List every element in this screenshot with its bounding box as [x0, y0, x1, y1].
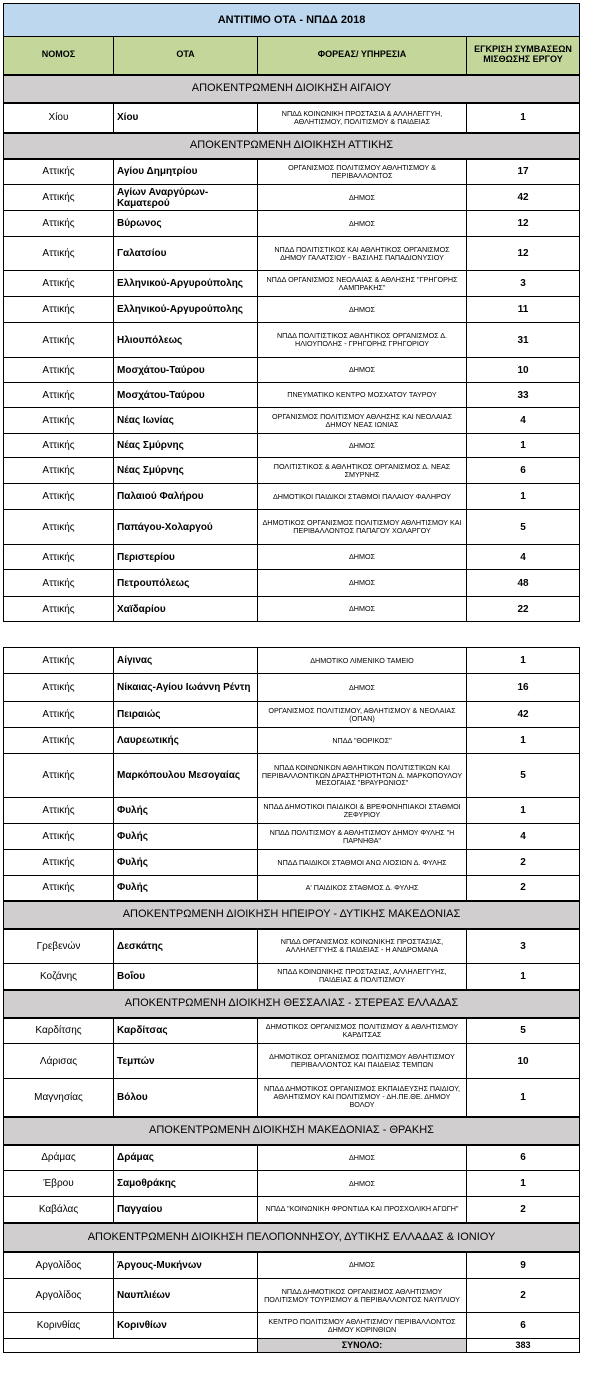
table-row — [4, 824, 580, 850]
region-title: ΑΠΟΚΕΝΤΡΩΜΕΝΗ ΔΙΟΙΚΗΣΗ ΗΠΕΙΡΟΥ - ΔΥΤΙΚΗΣ ΜΑΚΕΔΟΝΙΑΣ — [4, 901, 580, 929]
cell-foreas: ΔΗΜΟΣ — [258, 545, 467, 570]
table-row — [4, 458, 580, 484]
table-row — [4, 1145, 580, 1171]
cell-nomos: Αττικής — [4, 185, 114, 211]
cell-nomos: Λάρισας — [4, 1044, 114, 1079]
cell-ota: Ηλιουπόλεως — [114, 323, 258, 358]
table-row — [4, 728, 580, 754]
region-row — [4, 901, 580, 929]
cell-foreas: ΚΕΝΤΡΟ ΠΟΛΙΤΙΣΜΟΥ ΑΘΛΗΤΙΣΜΟΥ ΠΕΡΙΒΑΛΛΟΝΤΟΣ ΔΗΜΟΥ ΚΟΡΙΝΘΙΩΝ — [258, 1313, 467, 1339]
cell-count: 5 — [467, 754, 580, 798]
table-row — [4, 408, 580, 434]
cell-count: 16 — [467, 674, 580, 702]
cell-ota: Κορινθίων — [114, 1313, 258, 1339]
cell-ota: Περιστερίου — [114, 545, 258, 570]
cell-nomos: Αττικής — [4, 211, 114, 237]
cell-nomos: Αττικής — [4, 383, 114, 408]
region-row — [4, 990, 580, 1018]
cell-nomos: Καβάλας — [4, 1197, 114, 1223]
cell-nomos: Αττικής — [4, 728, 114, 754]
cell-foreas: ΔΗΜΟΤΙΚΟΙ ΠΑΙΔΙΚΟΙ ΣΤΑΘΜΟΙ ΠΑΛΑΙΟΥ ΦΑΛΗΡΟΥ — [258, 484, 467, 510]
cell-foreas: ΔΗΜΟΤΙΚΟΣ ΟΡΓΑΝΙΣΜΟΣ ΠΟΛΙΤΙΣΜΟΥ ΑΘΛΗΤΙΣΜΟΥ ΚΑΙ ΠΕΡΙΒΑΛΛΟΝΤΟΣ ΠΑΠΑΓΟΥ ΧΟΛΑΡΓΟΥ — [258, 510, 467, 545]
cell-foreas: ΟΡΓΑΝΙΣΜΟΣ ΠΟΛΙΤΙΣΜΟΥ ΑΘΛΗΣΗΣ ΚΑΙ ΝΕΟΛΑΙΑΣ ΔΗΜΟΥ ΝΕΑΣ ΙΩΝΙΑΣ — [258, 408, 467, 434]
table-row — [4, 964, 580, 990]
cell-ota: Σαμοθράκης — [114, 1171, 258, 1197]
cell-ota: Ελληνικού-Αργυρούπολης — [114, 271, 258, 297]
cell-count: 1 — [467, 1171, 580, 1197]
cell-foreas: Α' ΠΑΙΔΙΚΟΣ ΣΤΑΘΜΟΣ Δ. ΦΥΛΗΣ — [258, 876, 467, 901]
cell-ota: Βύρωνος — [114, 211, 258, 237]
total-value: 383 — [467, 1339, 580, 1353]
cell-ota: Γαλατσίου — [114, 237, 258, 271]
cell-ota: Φυλής — [114, 798, 258, 824]
cell-count: 6 — [467, 1145, 580, 1171]
total-row — [4, 1339, 580, 1353]
cell-nomos: Αργολίδος — [4, 1279, 114, 1313]
cell-ota: Μοσχάτου-Ταύρου — [114, 383, 258, 408]
cell-nomos: Αττικής — [4, 798, 114, 824]
cell-foreas: ΝΠΔΔ ΔΗΜΟΤΙΚΟΣ ΟΡΓΑΝΙΣΜΟΣ ΕΚΠΑΙΔΕΥΣΗΣ ΠΑΙΔΙΟΥ, ΑΘΛΗΤΙΣΜΟΥ ΚΑΙ ΠΟΛΙΤΙΣΜΟΥ - ΔΗ.ΠΕ.ΘΕ. ΔΗΜΟΥ ΒΟΛΟΥ — [258, 1079, 467, 1117]
cell-foreas: ΔΗΜΟΣ — [258, 570, 467, 597]
table-row — [4, 1044, 580, 1079]
cell-nomos: Χίου — [4, 103, 114, 133]
cell-foreas: ΝΠΔΔ ΔΗΜΟΤΙΚΟΙ ΠΑΙΔΙΚΟΙ & ΒΡΕΦΟΝΗΠΙΑΚΟΙ ΣΤΑΘΜΟΙ ΖΕΦΥΡΙΟΥ — [258, 798, 467, 824]
cell-count: 2 — [467, 850, 580, 876]
cell-nomos: Αττικής — [4, 484, 114, 510]
table-row — [4, 1197, 580, 1223]
table-row — [4, 1079, 580, 1117]
table-row — [4, 1252, 580, 1279]
cell-foreas: ΝΠΔΔ "ΘΟΡΙΚΟΣ" — [258, 728, 467, 754]
table-row — [4, 570, 580, 597]
cell-foreas: ΝΠΔΔ ΚΟΙΝΩΝΙΚΩΝ ΑΘΛΗΤΙΚΩΝ ΠΟΛΙΤΙΣΤΙΚΩΝ ΚΑΙ ΠΕΡΙΒΑΛΛΟΝΤΙΚΩΝ ΔΡΑΣΤΗΡΙΟΤΗΤΩΝ Δ. ΜΑΡΚΟΠΟΥΛΟΥ ΜΕΣΟΓΑΙΑΣ "ΒΡΑΥΡΩΝΙΟΣ" — [258, 754, 467, 798]
cell-ota: Πειραιώς — [114, 702, 258, 728]
table-row — [4, 237, 580, 271]
cell-count: 2 — [467, 1279, 580, 1313]
cell-foreas: ΝΠΔΔ ΠΟΛΙΤΙΣΤΙΚΟΣ ΑΘΛΗΤΙΚΟΣ ΟΡΓΑΝΙΣΜΟΣ Δ. ΗΛΙΟΥΠΟΛΗΣ - ΓΡΗΓΟΡΗΣ ΓΡΗΓΟΡΙΟΥ — [258, 323, 467, 358]
cell-count: 1 — [467, 728, 580, 754]
cell-nomos: Αττικής — [4, 754, 114, 798]
cell-foreas: ΔΗΜΟΤΙΚΟΣ ΟΡΓΑΝΙΣΜΟΣ ΠΟΛΙΤΙΣΜΟΥ & ΑΘΛΗΤΙΣΜΟΥ ΚΑΡΔΙΤΣΑΣ — [258, 1018, 467, 1044]
header-nomos: ΝΟΜΟΣ — [4, 37, 114, 75]
cell-nomos: Αττικής — [4, 570, 114, 597]
cell-ota: Νέας Σμύρνης — [114, 434, 258, 458]
table-part-1 — [3, 3, 580, 622]
region-row — [4, 1223, 580, 1252]
table-row — [4, 876, 580, 901]
cell-nomos: Γρεβενών — [4, 929, 114, 964]
cell-nomos: Αττικής — [4, 358, 114, 383]
cell-ota: Τεμπών — [114, 1044, 258, 1079]
table-row — [4, 103, 580, 133]
table-row — [4, 211, 580, 237]
cell-count: 3 — [467, 271, 580, 297]
cell-ota: Ναυπλιέων — [114, 1279, 258, 1313]
cell-ota: Νέας Ιωνίας — [114, 408, 258, 434]
cell-foreas: ΔΗΜΟΣ — [258, 1252, 467, 1279]
table-row — [4, 1313, 580, 1339]
cell-count: 1 — [467, 798, 580, 824]
cell-foreas: ΔΗΜΟΣ — [258, 185, 467, 211]
cell-foreas: ΝΠΔΔ ΟΡΓΑΝΙΣΜΟΣ ΚΟΙΝΩΝΙΚΗΣ ΠΡΟΣΤΑΣΙΑΣ, ΑΛΛΗΛΕΓΓΥΗΣ & ΠΑΙΔΕΙΑΣ - Η ΑΝΔΡΟΜΑΝΑ — [258, 929, 467, 964]
table-row — [4, 484, 580, 510]
table-row — [4, 271, 580, 297]
region-title: ΑΠΟΚΕΝΤΡΩΜΕΝΗ ΔΙΟΙΚΗΣΗ ΘΕΣΣΑΛΙΑΣ - ΣΤΕΡΕΑΣ ΕΛΛΑΔΑΣ — [4, 990, 580, 1018]
page-title: ΑΝΤΙΤΙΜΟ ΟΤΑ - ΝΠΔΔ 2018 — [4, 4, 580, 37]
cell-count: 5 — [467, 510, 580, 545]
cell-ota: Παγγαίου — [114, 1197, 258, 1223]
cell-foreas: ΝΠΔΔ ΚΟΙΝΩΝΙΚΗΣ ΠΡΟΣΤΑΣΙΑΣ, ΑΛΛΗΛΕΓΓΥΗΣ, ΠΑΙΔΕΙΑΣ & ΠΟΛΙΤΙΣΜΟΥ — [258, 964, 467, 990]
cell-count: 4 — [467, 545, 580, 570]
cell-nomos: Έβρου — [4, 1171, 114, 1197]
cell-count: 17 — [467, 159, 580, 185]
cell-count: 9 — [467, 1252, 580, 1279]
cell-ota: Δράμας — [114, 1145, 258, 1171]
table-part-2 — [3, 647, 580, 1353]
cell-foreas: ΝΠΔΔ "ΚΟΙΝΩΝΙΚΗ ΦΡΟΝΤΙΔΑ ΚΑΙ ΠΡΟΣΧΟΛΙΚΗ ΑΓΩΓΗ" — [258, 1197, 467, 1223]
cell-foreas: ΟΡΓΑΝΙΣΜΟΣ ΠΟΛΙΤΙΣΜΟΥ, ΑΘΛΗΤΙΣΜΟΥ & ΝΕΟΛΑΙΑΣ (ΟΠΑΝ) — [258, 702, 467, 728]
cell-ota: Μοσχάτου-Ταύρου — [114, 358, 258, 383]
table-row — [4, 383, 580, 408]
region-row — [4, 75, 580, 103]
cell-foreas: ΝΠΔΔ ΠΟΛΙΤΙΣΜΟΥ & ΑΘΛΗΤΙΣΜΟΥ ΔΗΜΟΥ ΦΥΛΗΣ "Η ΠΑΡΝΗΘΑ" — [258, 824, 467, 850]
cell-nomos: Αττικής — [4, 545, 114, 570]
header-approval: ΕΓΚΡΙΣΗ ΣΥΜΒΑΣΕΩΝ ΜΙΣΘΩΣΗΣ ΕΡΓΟΥ — [467, 37, 580, 75]
cell-count: 6 — [467, 458, 580, 484]
table-row — [4, 358, 580, 383]
cell-nomos: Αττικής — [4, 458, 114, 484]
cell-count: 1 — [467, 648, 580, 674]
cell-count: 2 — [467, 876, 580, 901]
cell-nomos: Αττικής — [4, 323, 114, 358]
cell-count: 12 — [467, 211, 580, 237]
cell-nomos: Αττικής — [4, 408, 114, 434]
cell-count: 1 — [467, 434, 580, 458]
cell-nomos: Κοζάνης — [4, 964, 114, 990]
cell-nomos: Δράμας — [4, 1145, 114, 1171]
cell-count: 33 — [467, 383, 580, 408]
cell-count: 10 — [467, 1044, 580, 1079]
cell-nomos: Αργολίδος — [4, 1252, 114, 1279]
cell-ota: Νίκαιας-Αγίου Ιωάννη Ρέντη — [114, 674, 258, 702]
table-row — [4, 1279, 580, 1313]
cell-foreas: ΔΗΜΟΣ — [258, 358, 467, 383]
cell-count: 12 — [467, 237, 580, 271]
cell-count: 4 — [467, 408, 580, 434]
table-row — [4, 674, 580, 702]
cell-nomos: Αττικής — [4, 876, 114, 901]
cell-ota: Φυλής — [114, 850, 258, 876]
cell-ota: Καρδίτσας — [114, 1018, 258, 1044]
table-row — [4, 159, 580, 185]
cell-ota: Λαυρεωτικής — [114, 728, 258, 754]
cell-ota: Βόλου — [114, 1079, 258, 1117]
region-title: ΑΠΟΚΕΝΤΡΩΜΕΝΗ ΔΙΟΙΚΗΣΗ ΜΑΚΕΔΟΝΙΑΣ - ΘΡΑΚΗΣ — [4, 1117, 580, 1145]
header-foreas: ΦΟΡΕΑΣ/ ΥΠΗΡΕΣΙΑ — [258, 37, 467, 75]
table-row — [4, 545, 580, 570]
table-row — [4, 510, 580, 545]
cell-ota: Παλαιού Φαλήρου — [114, 484, 258, 510]
cell-nomos: Καρδίτσης — [4, 1018, 114, 1044]
cell-ota: Αγίου Δημητρίου — [114, 159, 258, 185]
cell-nomos: Αττικής — [4, 702, 114, 728]
cell-nomos: Αττικής — [4, 597, 114, 622]
cell-foreas: ΔΗΜΟΣ — [258, 211, 467, 237]
cell-foreas: ΝΠΔΔ ΚΟΙΝΩΝΙΚΗ ΠΡΟΣΤΑΣΙΑ & ΑΛΛΗΛΕΓΓΥΗ, ΑΘΛΗΤΙΣΜΟΥ, ΠΟΛΙΤΙΣΜΟΥ & ΠΑΙΔΕΙΑΣ — [258, 103, 467, 133]
region-title: ΑΠΟΚΕΝΤΡΩΜΕΝΗ ΔΙΟΙΚΗΣΗ ΑΙΓΑΙΟΥ — [4, 75, 580, 103]
cell-count: 48 — [467, 570, 580, 597]
cell-foreas: ΠΝΕΥΜΑΤΙΚΟ ΚΕΝΤΡΟ ΜΟΣΧΑΤΟΥ ΤΑΥΡΟΥ — [258, 383, 467, 408]
cell-count: 22 — [467, 597, 580, 622]
cell-foreas: ΔΗΜΟΣ — [258, 1145, 467, 1171]
table-row — [4, 702, 580, 728]
cell-ota: Αγίων Αναργύρων-Καματερού — [114, 185, 258, 211]
cell-count: 1 — [467, 964, 580, 990]
cell-ota: Φυλής — [114, 876, 258, 901]
region-title: ΑΠΟΚΕΝΤΡΩΜΕΝΗ ΔΙΟΙΚΗΣΗ ΠΕΛΟΠΟΝΝΗΣΟΥ, ΔΥΤΙΚΗΣ ΕΛΛΑΔΑΣ & ΙΟΝΙΟΥ — [4, 1223, 580, 1252]
table-row — [4, 185, 580, 211]
region-title: ΑΠΟΚΕΝΤΡΩΜΕΝΗ ΔΙΟΙΚΗΣΗ ΑΤΤΙΚΗΣ — [4, 133, 580, 159]
table-row — [4, 798, 580, 824]
cell-nomos: Μαγνησίας — [4, 1079, 114, 1117]
cell-count: 3 — [467, 929, 580, 964]
total-label: ΣΥΝΟΛΟ: — [258, 1339, 467, 1353]
cell-foreas: ΔΗΜΟΣ — [258, 1171, 467, 1197]
cell-nomos: Αττικής — [4, 237, 114, 271]
cell-nomos: Αττικής — [4, 674, 114, 702]
cell-count: 42 — [467, 702, 580, 728]
cell-count: 5 — [467, 1018, 580, 1044]
cell-nomos: Αττικής — [4, 510, 114, 545]
table-row — [4, 1018, 580, 1044]
cell-nomos: Αττικής — [4, 824, 114, 850]
cell-ota: Δεσκάτης — [114, 929, 258, 964]
cell-foreas: ΔΗΜΟΣ — [258, 434, 467, 458]
cell-ota: Χίου — [114, 103, 258, 133]
cell-count: 1 — [467, 1079, 580, 1117]
cell-count: 11 — [467, 297, 580, 323]
cell-nomos: Αττικής — [4, 297, 114, 323]
cell-foreas: ΝΠΔΔ ΠΟΛΙΤΙΣΤΙΚΟΣ ΚΑΙ ΑΘΛΗΤΙΚΟΣ ΟΡΓΑΝΙΣΜΟΣ ΔΗΜΟΥ ΓΑΛΑΤΣΙΟΥ - ΒΑΣΙΛΗΣ ΠΑΠΑΔΙΟΝΥΣΙΟΥ — [258, 237, 467, 271]
cell-foreas: ΝΠΔΔ ΟΡΓΑΝΙΣΜΟΣ ΝΕΟΛΑΙΑΣ & ΑΘΛΗΣΗΣ "ΓΡΗΓΟΡΗΣ ΛΑΜΠΡΑΚΗΣ" — [258, 271, 467, 297]
cell-count: 1 — [467, 484, 580, 510]
table-row — [4, 648, 580, 674]
cell-nomos: Αττικής — [4, 159, 114, 185]
cell-ota: Αίγινας — [114, 648, 258, 674]
cell-foreas: ΝΠΔΔ ΔΗΜΟΤΙΚΟΣ ΟΡΓΑΝΙΣΜΟΣ ΑΘΛΗΤΙΣΜΟΥ ΠΟΛΙΤΙΣΜΟΥ ΤΟΥΡΙΣΜΟΥ & ΠΕΡΙΒΑΛΛΟΝΤΟΣ ΝΑΥΠΛΙΟΥ — [258, 1279, 467, 1313]
region-row — [4, 133, 580, 159]
title-row — [4, 4, 580, 37]
cell-foreas: ΔΗΜΟΤΙΚΟ ΛΙΜΕΝΙΚΟ ΤΑΜΕΙΟ — [258, 648, 467, 674]
cell-nomos: Αττικής — [4, 434, 114, 458]
cell-ota: Πετρουπόλεως — [114, 570, 258, 597]
cell-foreas: ΝΠΔΔ ΠΑΙΔΙΚΟΙ ΣΤΑΘΜΟΙ ΑΝΩ ΛΙΟΣΙΩΝ Δ. ΦΥΛΗΣ — [258, 850, 467, 876]
cell-count: 4 — [467, 824, 580, 850]
cell-nomos: Κορινθίας — [4, 1313, 114, 1339]
table-row — [4, 434, 580, 458]
cell-ota: Χαϊδαρίου — [114, 597, 258, 622]
table-row — [4, 850, 580, 876]
cell-ota: Νέας Σμύρνης — [114, 458, 258, 484]
cell-foreas: ΔΗΜΟΣ — [258, 597, 467, 622]
table-row — [4, 597, 580, 622]
cell-foreas: ΟΡΓΑΝΙΣΜΟΣ ΠΟΛΙΤΙΣΜΟΥ ΑΘΛΗΤΙΣΜΟΥ & ΠΕΡΙΒΑΛΛΟΝΤΟΣ — [258, 159, 467, 185]
cell-foreas: ΔΗΜΟΣ — [258, 674, 467, 702]
cell-count: 6 — [467, 1313, 580, 1339]
header-row — [4, 37, 580, 75]
region-row — [4, 1117, 580, 1145]
table-row — [4, 929, 580, 964]
cell-count: 2 — [467, 1197, 580, 1223]
cell-nomos: Αττικής — [4, 271, 114, 297]
cell-count: 31 — [467, 323, 580, 358]
cell-foreas: ΠΟΛΙΤΙΣΤΙΚΟΣ & ΑΘΛΗΤΙΚΟΣ ΟΡΓΑΝΙΣΜΟΣ Δ. ΝΕΑΣ ΣΜΥΡΝΗΣ — [258, 458, 467, 484]
table-row — [4, 297, 580, 323]
cell-foreas: ΔΗΜΟΤΙΚΟΣ ΟΡΓΑΝΙΣΜΟΣ ΠΟΛΙΤΙΣΜΟΥ ΑΘΛΗΤΙΣΜΟΥ ΠΕΡΙΒΑΛΛΟΝΤΟΣ ΚΑΙ ΠΑΙΔΕΙΑΣ ΤΕΜΠΩΝ — [258, 1044, 467, 1079]
cell-ota: Βοΐου — [114, 964, 258, 990]
table-row — [4, 323, 580, 358]
cell-ota: Μαρκόπουλου Μεσογαίας — [114, 754, 258, 798]
cell-ota: Ελληνικού-Αργυρούπολης — [114, 297, 258, 323]
cell-count: 42 — [467, 185, 580, 211]
table-row — [4, 1171, 580, 1197]
table-row — [4, 754, 580, 798]
cell-ota: Φυλής — [114, 824, 258, 850]
cell-count: 1 — [467, 103, 580, 133]
cell-foreas: ΔΗΜΟΣ — [258, 297, 467, 323]
cell-ota: Παπάγου-Χολαργού — [114, 510, 258, 545]
cell-count: 10 — [467, 358, 580, 383]
header-ota: ΟΤΑ — [114, 37, 258, 75]
cell-ota: Άργους-Μυκήνων — [114, 1252, 258, 1279]
cell-nomos: Αττικής — [4, 850, 114, 876]
cell-nomos: Αττικής — [4, 648, 114, 674]
